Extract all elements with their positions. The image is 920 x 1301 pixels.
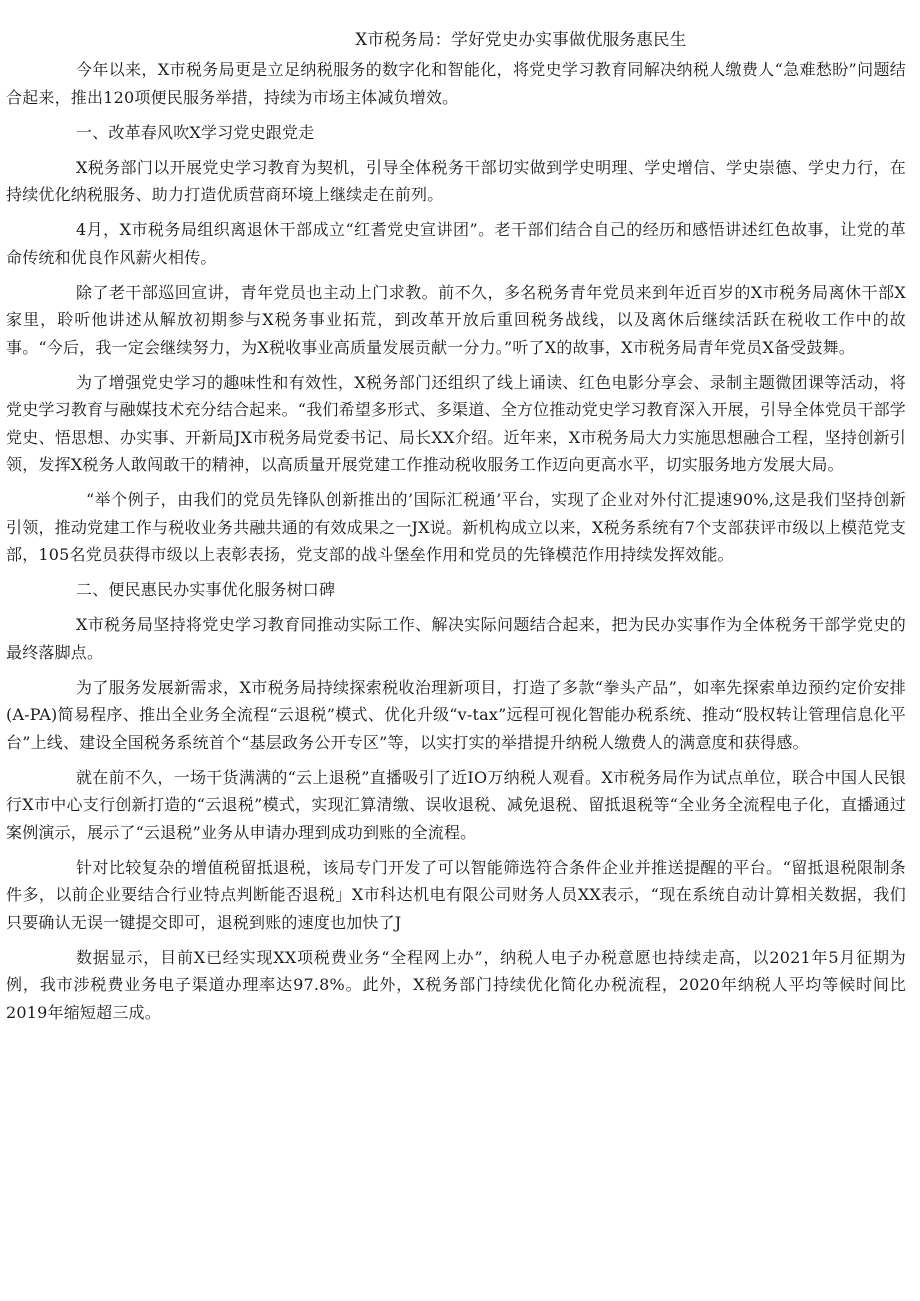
paragraph-7: 为了服务发展新需求，X市税务局持续探索税收治理新项目，打造了多款“拳头产品”，如率先探索单边预约定价安排(A-PA)简易程序、推出全业务全流程“云退税”模式、优化升级“v-tax”远程可视化智能办税系统、推动“股权转让管理信息化平台”上线、建设全国税务系统首个“基层政务公开专区”等，以实打实的举措提升纳税人缴费人的满意度和获得感。 <box>6 677 906 752</box>
paragraph-intro: 今年以来，X市税务局更是立足纳税服务的数字化和智能化，将党史学习教育同解决纳税人缴费人“急难愁盼”问题结合起来，推出120项便民服务举措，持续为市场主体减负增效。 <box>6 60 906 107</box>
paragraph-2: 4月，X市税务局组织离退休干部成立“红耆党史宣讲团”。老干部们结合自己的经历和感悟讲述红色故事，让党的革命传统和优良作风薪火相传。 <box>6 220 906 267</box>
paragraph-6: X市税务局坚持将党史学习教育同推动实际工作、解决实际问题结合起来，把为民办实事作为全体税务干部学党史的最终落脚点。 <box>6 615 906 662</box>
section-heading-1: 一、改革春风吹X学习党史跟党走 <box>76 122 315 142</box>
paragraph-4: 为了增强党史学习的趣味性和有效性，X税务部门还组织了线上诵读、红色电影分享会、录制主题微团课等活动，将党史学习教育与融媒技术充分结合起来。“我们希望多形式、多渠道、全方位推动党史学习教育深入开展，引导全体党员干部学党史、悟思想、办实事、开新局JX市税务局党委书记、局长XX介绍。近年来，X市税务局大力实施思想融合工程，坚持创新引领，发挥X税务人敢闯敢干的精神，以高质量开展党建工作推动税收服务工作迈向更高水平，切实服务地方发展大局。 <box>6 372 906 474</box>
section-heading-2: 二、便民惠民办实事优化服务树口碑 <box>76 580 336 599</box>
paragraph-5: “举个例子，由我们的党员先锋队创新推出的’国际汇税通’平台，实现了企业对外付汇提速90%,这是我们坚持创新引领，推动党建工作与税收业务共融共通的有效成果之一JX说。新机构成立以来，X税务系统有7个支部获评市级以上模范党支部，105名党员获得市级以上表彰表扬，党支部的战斗堡垒作用和党员的先锋模范作用持续发挥效能。 <box>6 490 906 564</box>
paragraph-1: X税务部门以开展党史学习教育为契机，引导全体税务干部切实做到学史明理、学史增信、学史崇德、学史力行，在持续优化纳税服务、助力打造优质营商环境上继续走在前列。 <box>6 157 906 204</box>
paragraph-9: 针对比较复杂的增值税留抵退税，该局专门开发了可以智能筛选符合条件企业并推送提醒的平台。“留抵退税限制条件多，以前企业要结合行业特点判断能否退税」X市科达机电有限公司财务人员XX表示，“现在系统自动计算相关数据，我们只要确认无误一键提交即可，退税到账的速度也加快了J <box>6 857 906 932</box>
paragraph-8: 就在前不久，一场干货满满的“云上退税”直播吸引了近IO万纳税人观看。X市税务局作为试点单位，联合中国人民银行X市中心支行创新打造的“云退税”模式，实现汇算清缴、误收退税、减免退税、留抵退税等“全业务全流程电子化，直播通过案例演示，展示了“云退税”业务从申请办理到成功到账的全流程。 <box>6 767 906 842</box>
document-title: X市税务局：学好党史办实事做优服务惠民生 <box>355 30 687 49</box>
paragraph-10: 数据显示，目前X已经实现XX项税费业务“全程网上办”，纳税人电子办税意愿也持续走高，以2021年5月征期为例，我市涉税费业务电子渠道办理率达97.8%。此外，X税务部门持续优化简化办税流程，2020年纳税人平均等候时间比2019年缩短超三成。 <box>6 947 906 1022</box>
paragraph-3: 除了老干部巡回宣讲，青年党员也主动上门求教。前不久，多名税务青年党员来到年近百岁的X市税务局离休干部X家里，聆听他讲述从解放初期参与X税务事业拓荒，到改革开放后重回税务战线，以及离休后继续活跃在税收工作中的故事。“今后，我一定会继续努力，为X税收事业高质量发展贡献一分力。”听了X的故事，X市税务局青年党员X备受鼓舞。 <box>6 282 906 357</box>
